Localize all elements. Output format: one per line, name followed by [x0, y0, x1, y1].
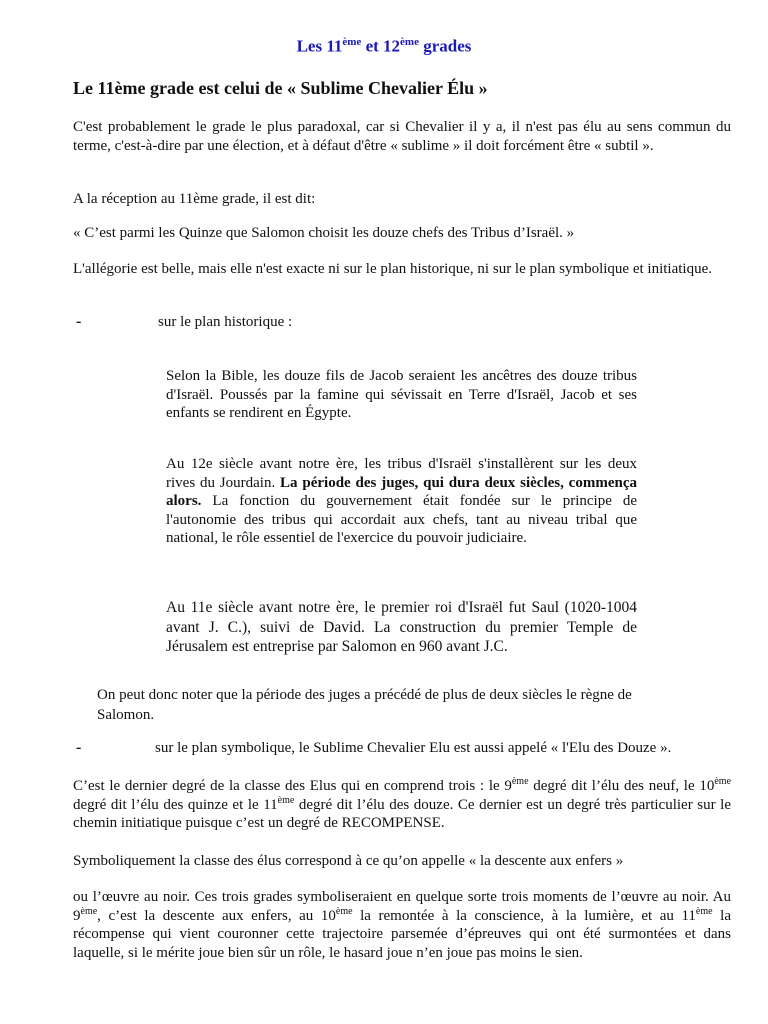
bullet-dash-2: -: [76, 739, 82, 756]
paragraph-reception: A la réception au 11ème grade, il est dit:: [73, 191, 316, 207]
bullet-dash-1: -: [76, 313, 82, 330]
quote-bible: Selon la Bible, les douze fils de Jacob seraient les ancêtres des douze tribus d'Israël. Poussés par la famine qui sévissait en Terre d'Israël, Jacob et ses enfants se rendirent en Égypte.: [166, 368, 637, 421]
bullet-symbolique: sur le plan symbolique, le Sublime Chevalier Elu est aussi appelé « l'Elu des Douze ».: [155, 740, 672, 756]
paragraph-intro: C'est probablement le grade le plus paradoxal, car si Chevalier il y a, il n'est pas élu au sens commun du terme, c'est-à-dire par une élection, et à défaut d'être « sublime » il doit forcément être « subtil ».: [73, 119, 731, 154]
paragraph-allegory: L'allégorie est belle, mais elle n'est exacte ni sur le plan historique, ni sur le plan symbolique et initiatique.: [73, 261, 712, 277]
paragraph-elus: C’est le dernier degré de la classe des Elus qui en comprend trois : le 9ème degré dit l’élu des neuf, le 10ème degré dit l’élu des quinze et le 11ème degré dit l’élu des douze. Ce dernier est un degré très particulier sur le chemin initiatique puisque c’est un degré de RECOMPENSE.: [73, 776, 732, 831]
bullet-historique: sur le plan historique :: [158, 314, 293, 330]
page-title: Les 11ème et 12ème grades: [296, 36, 472, 56]
paragraph-quote: « C’est parmi les Quinze que Salomon choisit les douze chefs des Tribus d’Israël. »: [73, 225, 575, 241]
quote-juges: Au 12e siècle avant notre ère, les tribus d'Israël s'installèrent sur les deux rives du Jourdain. La période des juges, qui dura deux siècles, commença alors. La fonction du gouvernement était fondée sur le principe de l'autonomie des tribus qui accordait aux chefs, tant au niveau tribal que national, le rôle essentiel de l'exercice du pouvoir judiciaire.: [166, 456, 637, 546]
paragraph-oeuvre-au-noir: ou l’œuvre au noir. Ces trois grades symboliseraient en quelque sorte trois moments de l’œuvre au noir. Au 9ème, c’est la descente aux enfers, au 10ème la remontée à la conscience, à la lumière, et au 11ème la récompense qui vient couronner cette trajectoire parsemée d’épreuves qui ont été surmontées et dans laquelle, si le mérite joue bien sûr un rôle, le hasard joue n’en joue pas moins le sien.: [73, 889, 731, 961]
paragraph-descente: Symboliquement la classe des élus correspond à ce qu’on appelle « la descente aux enfers »: [73, 853, 624, 869]
section-heading: Le 11ème grade est celui de « Sublime Chevalier Élu »: [73, 78, 488, 98]
paragraph-conclusion: On peut donc noter que la période des juges a précédé de plus de deux siècles le règne de Salomon.: [97, 687, 632, 723]
quote-saul: Au 11e siècle avant notre ère, le premier roi d'Israël fut Saul (1020-1004 avant J. C.), suivi de David. La construction du premier Temple de Jérusalem est entreprise par Salomon en 960 avant J.C.: [166, 599, 637, 655]
